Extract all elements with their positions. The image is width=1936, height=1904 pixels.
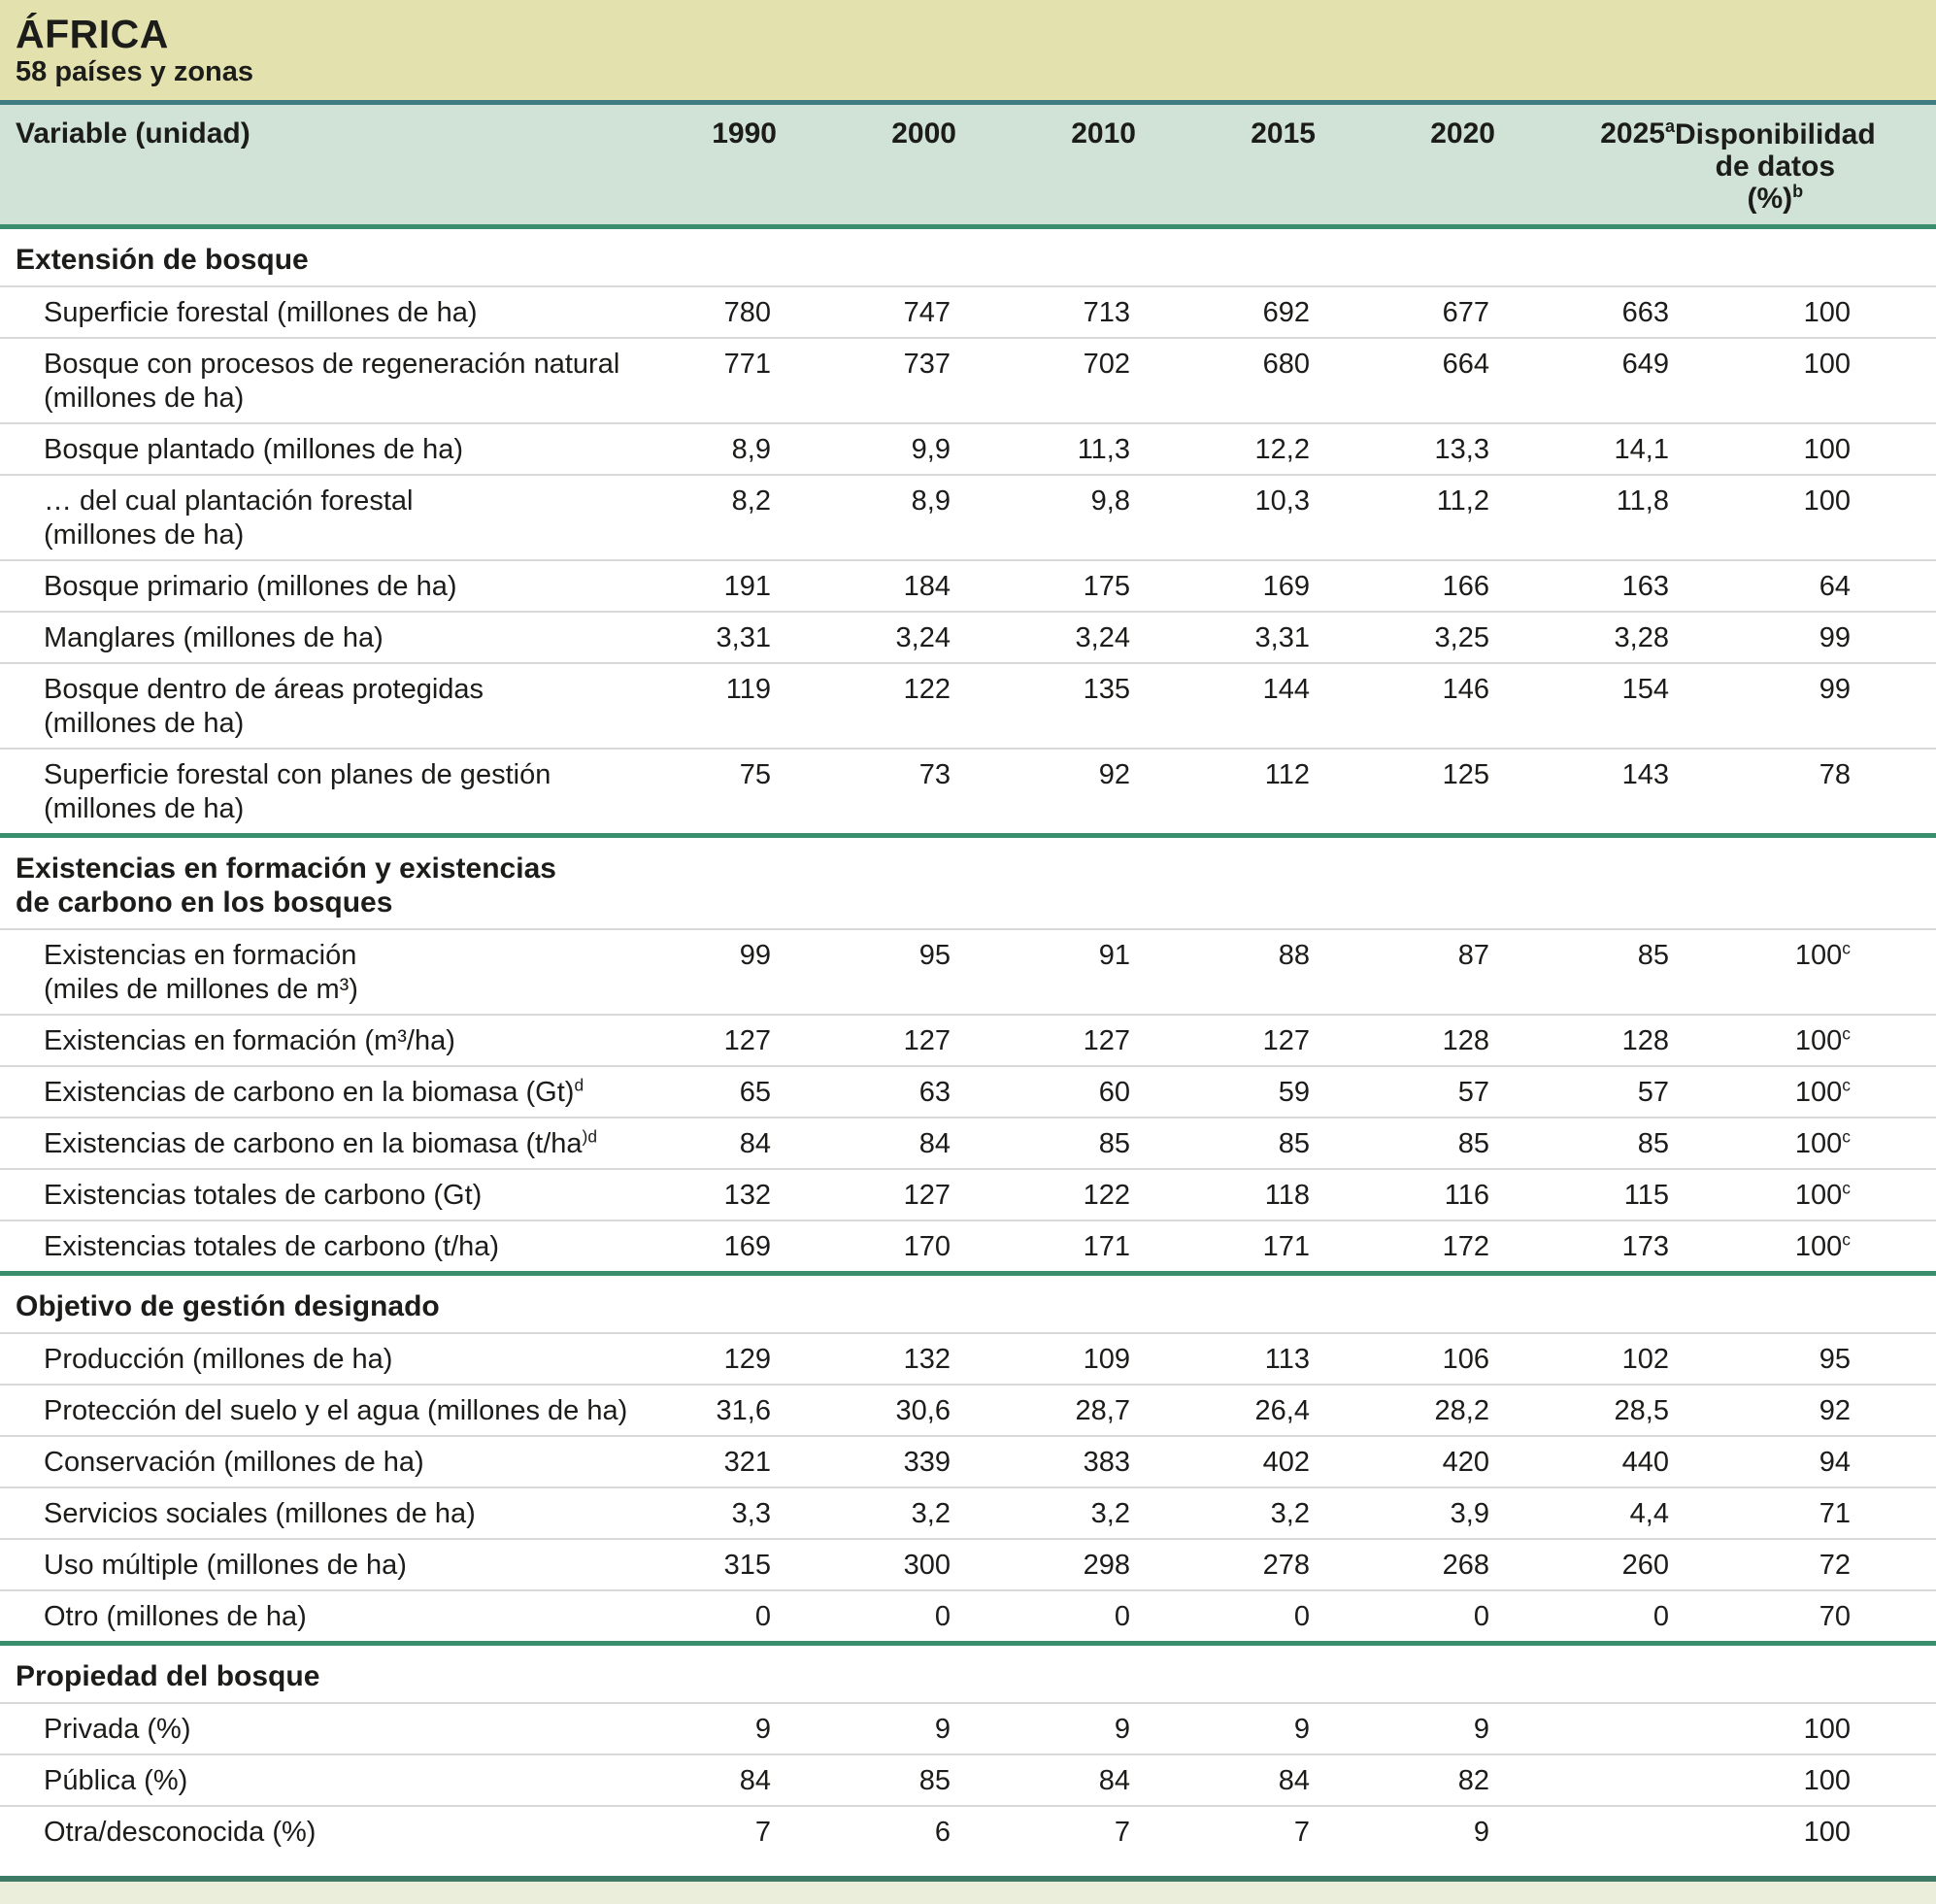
year-column-header: 2025$^a$ <box>1495 105 1675 227</box>
variable-label-cell: … del cual plantación forestal (millones de ha) <box>0 475 641 560</box>
section-header-row <box>0 1274 1936 1334</box>
variable-label-cell: Otra/desconocida (%) <box>0 1806 641 1876</box>
value-cell: 4,4 <box>1495 1487 1675 1539</box>
value-cell: 127 <box>777 1169 956 1220</box>
variable-label-cell: Producción (millones de ha) <box>0 1333 641 1385</box>
value-cell: 300 <box>777 1539 956 1590</box>
value-cell: 7 <box>1136 1806 1316 1876</box>
value-cell: 383 <box>956 1436 1136 1487</box>
value-cell: 171 <box>956 1220 1136 1274</box>
value-cell: 0 <box>956 1590 1136 1644</box>
availability-cell: 99 <box>1675 663 1936 749</box>
value-cell: 75 <box>641 749 777 836</box>
variable-label-cell: Uso múltiple (millones de ha) <box>0 1539 641 1590</box>
value-cell: 60 <box>956 1066 1136 1118</box>
value-cell: 127 <box>777 1015 956 1066</box>
value-cell: 85 <box>956 1118 1136 1169</box>
availability-cell: 100 <box>1675 286 1936 338</box>
availability-cell: 100$^c$ <box>1675 1169 1936 1220</box>
value-cell: 0 <box>777 1590 956 1644</box>
availability-cell: 70 <box>1675 1590 1936 1644</box>
availability-cell: 100$^c$ <box>1675 1015 1936 1066</box>
availability-column-header <box>1675 105 1936 227</box>
section-header-row <box>0 227 1936 287</box>
value-cell: 132 <box>641 1169 777 1220</box>
value-cell: 278 <box>1136 1539 1316 1590</box>
table-row <box>0 338 1936 423</box>
value-cell: 9,8 <box>956 475 1136 560</box>
value-cell: 85 <box>1495 1118 1675 1169</box>
value-cell: 84 <box>956 1754 1136 1806</box>
value-cell: 143 <box>1495 749 1675 836</box>
value-cell: 169 <box>1136 560 1316 612</box>
availability-cell: 72 <box>1675 1539 1936 1590</box>
value-cell: 28,2 <box>1316 1385 1495 1436</box>
value-cell: 12,2 <box>1136 423 1316 475</box>
value-cell: 3,24 <box>777 612 956 663</box>
variable-label-cell: Bosque primario (millones de ha) <box>0 560 641 612</box>
value-cell: 11,2 <box>1316 475 1495 560</box>
value-cell: 163 <box>1495 560 1675 612</box>
value-cell: 173 <box>1495 1220 1675 1274</box>
value-cell: 3,25 <box>1316 612 1495 663</box>
value-cell: 170 <box>777 1220 956 1274</box>
value-cell: 3,2 <box>956 1487 1136 1539</box>
value-cell: 11,3 <box>956 423 1136 475</box>
availability-cell: 100 <box>1675 475 1936 560</box>
value-cell: 129 <box>641 1333 777 1385</box>
availability-cell: 92 <box>1675 1385 1936 1436</box>
value-cell: 7 <box>641 1806 777 1876</box>
value-cell: 84 <box>1136 1754 1316 1806</box>
value-cell: 11,8 <box>1495 475 1675 560</box>
value-cell: 109 <box>956 1333 1136 1385</box>
availability-cell: 99 <box>1675 612 1936 663</box>
value-cell: 6 <box>777 1806 956 1876</box>
table-row <box>0 1169 1936 1220</box>
section-header-row <box>0 836 1936 930</box>
value-cell: 7 <box>956 1806 1136 1876</box>
availability-cell: 100 <box>1675 1806 1936 1876</box>
value-cell: 166 <box>1316 560 1495 612</box>
variable-label-cell: Existencias en formación (m³/ha) <box>0 1015 641 1066</box>
value-cell: 144 <box>1136 663 1316 749</box>
value-cell: 175 <box>956 560 1136 612</box>
value-cell: 8,9 <box>641 423 777 475</box>
value-cell: 135 <box>956 663 1136 749</box>
variable-label-cell: Bosque dentro de áreas protegidas (millones de ha) <box>0 663 641 749</box>
value-cell: 63 <box>777 1066 956 1118</box>
variable-label-cell: Existencias totales de carbono (t/ha) <box>0 1220 641 1274</box>
value-cell: 3,31 <box>641 612 777 663</box>
value-cell: 10,3 <box>1136 475 1316 560</box>
table-row <box>0 663 1936 749</box>
value-cell: 146 <box>1316 663 1495 749</box>
value-cell: 8,2 <box>641 475 777 560</box>
table-row <box>0 749 1936 836</box>
value-cell: 771 <box>641 338 777 423</box>
value-cell: 118 <box>1136 1169 1316 1220</box>
value-cell: 0 <box>641 1590 777 1644</box>
value-cell: 8,9 <box>777 475 956 560</box>
variable-label-cell: Bosque plantado (millones de ha) <box>0 423 641 475</box>
value-cell: 132 <box>777 1333 956 1385</box>
table-row <box>0 1703 1936 1754</box>
value-cell: 102 <box>1495 1333 1675 1385</box>
value-cell: 26,4 <box>1136 1385 1316 1436</box>
value-cell: 31,6 <box>641 1385 777 1436</box>
value-cell: 112 <box>1136 749 1316 836</box>
availability-column-header-text: Disponibilidad de datos (%)$^b$ <box>1675 118 1876 215</box>
variable-label-cell: Pública (%) <box>0 1754 641 1806</box>
value-cell: 680 <box>1136 338 1316 423</box>
value-cell: 677 <box>1316 286 1495 338</box>
value-cell: 127 <box>1136 1015 1316 1066</box>
value-cell: 3,2 <box>777 1487 956 1539</box>
section-header-row <box>0 1644 1936 1704</box>
value-cell: 113 <box>1136 1333 1316 1385</box>
value-cell: 57 <box>1316 1066 1495 1118</box>
value-cell: 172 <box>1316 1220 1495 1274</box>
value-cell: 127 <box>956 1015 1136 1066</box>
forest-statistics-table <box>0 105 1936 1876</box>
page-title: ÁFRICA <box>16 12 169 56</box>
value-cell: 692 <box>1136 286 1316 338</box>
variable-label-cell: Existencias de carbono en la biomasa $(Gt)^d$ <box>0 1066 641 1118</box>
value-cell: 737 <box>777 338 956 423</box>
value-cell: 122 <box>777 663 956 749</box>
table-row <box>0 1806 1936 1876</box>
value-cell: 649 <box>1495 338 1675 423</box>
value-cell: 73 <box>777 749 956 836</box>
page-subtitle: 58 países y zonas <box>16 56 254 87</box>
table-row <box>0 475 1936 560</box>
value-cell: 119 <box>641 663 777 749</box>
value-cell: 95 <box>777 929 956 1015</box>
table-row <box>0 286 1936 338</box>
value-cell: 3,3 <box>641 1487 777 1539</box>
value-cell: 82 <box>1316 1754 1495 1806</box>
value-cell: 9 <box>641 1703 777 1754</box>
value-cell: 260 <box>1495 1539 1675 1590</box>
table-row <box>0 1487 1936 1539</box>
availability-cell: 100$^c$ <box>1675 1066 1936 1118</box>
table-row <box>0 1754 1936 1806</box>
value-cell: 30,6 <box>777 1385 956 1436</box>
column-header-row <box>0 105 1936 227</box>
value-cell: 3,9 <box>1316 1487 1495 1539</box>
value-cell: 420 <box>1316 1436 1495 1487</box>
value-cell: 92 <box>956 749 1136 836</box>
value-cell: 122 <box>956 1169 1136 1220</box>
value-cell: 3,28 <box>1495 612 1675 663</box>
section-title: Propiedad del bosque <box>0 1644 1936 1704</box>
availability-cell: 95 <box>1675 1333 1936 1385</box>
table-row <box>0 1436 1936 1487</box>
value-cell: 88 <box>1136 929 1316 1015</box>
table-row <box>0 1333 1936 1385</box>
value-cell: 171 <box>1136 1220 1316 1274</box>
value-cell: 3,2 <box>1136 1487 1316 1539</box>
value-cell: 28,5 <box>1495 1385 1675 1436</box>
variable-label-cell: Otro (millones de ha) <box>0 1590 641 1644</box>
bottom-band <box>0 1882 1936 1904</box>
value-cell: 9 <box>956 1703 1136 1754</box>
value-cell: 115 <box>1495 1169 1675 1220</box>
variable-label-cell: Protección del suelo y el agua (millones de ha) <box>0 1385 641 1436</box>
value-cell: 116 <box>1316 1169 1495 1220</box>
value-cell: 9 <box>1316 1806 1495 1876</box>
availability-cell: 64 <box>1675 560 1936 612</box>
value-cell: 339 <box>777 1436 956 1487</box>
variable-label-cell: Servicios sociales (millones de ha) <box>0 1487 641 1539</box>
variable-column-header: Variable (unidad) <box>0 105 641 227</box>
value-cell: 28,7 <box>956 1385 1136 1436</box>
value-cell: 9 <box>1136 1703 1316 1754</box>
value-cell: 84 <box>641 1118 777 1169</box>
value-cell <box>1495 1754 1675 1806</box>
value-cell: 127 <box>641 1015 777 1066</box>
variable-label-cell: Superficie forestal (millones de ha) <box>0 286 641 338</box>
availability-cell: 100$^c$ <box>1675 1220 1936 1274</box>
value-cell: 9,9 <box>777 423 956 475</box>
variable-label-cell: Existencias de carbono en la biomasa ($t/ha^{)d}$ <box>0 1118 641 1169</box>
value-cell: 9 <box>777 1703 956 1754</box>
value-cell: 169 <box>641 1220 777 1274</box>
availability-cell: 100 <box>1675 423 1936 475</box>
variable-label-cell: Conservación (millones de ha) <box>0 1436 641 1487</box>
value-cell: 85 <box>1136 1118 1316 1169</box>
variable-label-cell: Bosque con procesos de regeneración natural (millones de ha) <box>0 338 641 423</box>
availability-cell: 100 <box>1675 338 1936 423</box>
value-cell: 128 <box>1495 1015 1675 1066</box>
value-cell: 713 <box>956 286 1136 338</box>
value-cell: 13,3 <box>1316 423 1495 475</box>
value-cell: 0 <box>1495 1590 1675 1644</box>
value-cell <box>1495 1806 1675 1876</box>
value-cell: 84 <box>777 1118 956 1169</box>
table-row <box>0 929 1936 1015</box>
value-cell: 85 <box>777 1754 956 1806</box>
table-row <box>0 1066 1936 1118</box>
value-cell: 3,31 <box>1136 612 1316 663</box>
year-column-header: 1990 <box>641 105 777 227</box>
availability-cell: 100$^c$ <box>1675 929 1936 1015</box>
value-cell: 664 <box>1316 338 1495 423</box>
value-cell: 9 <box>1316 1703 1495 1754</box>
value-cell: 780 <box>641 286 777 338</box>
year-column-header: 2015 <box>1136 105 1316 227</box>
table-row <box>0 1590 1936 1644</box>
section-title: Existencias en formación y existencias de carbono en los bosques <box>0 836 1936 930</box>
value-cell: 402 <box>1136 1436 1316 1487</box>
region-title-band <box>0 0 1936 105</box>
table-row <box>0 560 1936 612</box>
availability-cell: 100$^c$ <box>1675 1118 1936 1169</box>
value-cell: 663 <box>1495 286 1675 338</box>
value-cell: 298 <box>956 1539 1136 1590</box>
value-cell: 106 <box>1316 1333 1495 1385</box>
value-cell: 440 <box>1495 1436 1675 1487</box>
value-cell: 57 <box>1495 1066 1675 1118</box>
table-row <box>0 612 1936 663</box>
value-cell: 91 <box>956 929 1136 1015</box>
variable-label-cell: Privada (%) <box>0 1703 641 1754</box>
table-row <box>0 423 1936 475</box>
availability-cell: 100 <box>1675 1703 1936 1754</box>
table-row <box>0 1385 1936 1436</box>
value-cell: 99 <box>641 929 777 1015</box>
availability-cell: 94 <box>1675 1436 1936 1487</box>
table-row <box>0 1015 1936 1066</box>
value-cell: 268 <box>1316 1539 1495 1590</box>
value-cell: 85 <box>1495 929 1675 1015</box>
table-row <box>0 1539 1936 1590</box>
value-cell: 315 <box>641 1539 777 1590</box>
year-column-header: 2000 <box>777 105 956 227</box>
year-column-header: 2020 <box>1316 105 1495 227</box>
variable-label-cell: Existencias totales de carbono (Gt) <box>0 1169 641 1220</box>
availability-cell: 78 <box>1675 749 1936 836</box>
value-cell: 0 <box>1316 1590 1495 1644</box>
value-cell: 125 <box>1316 749 1495 836</box>
table-row <box>0 1220 1936 1274</box>
variable-label-cell: Manglares (millones de ha) <box>0 612 641 663</box>
value-cell: 14,1 <box>1495 423 1675 475</box>
value-cell: 191 <box>641 560 777 612</box>
value-cell: 154 <box>1495 663 1675 749</box>
table-row <box>0 1118 1936 1169</box>
variable-label-cell: Existencias en formación (miles de millones de m³) <box>0 929 641 1015</box>
section-title: Extensión de bosque <box>0 227 1936 287</box>
variable-label-cell: Superficie forestal con planes de gestión (millones de ha) <box>0 749 641 836</box>
value-cell: 321 <box>641 1436 777 1487</box>
value-cell: 184 <box>777 560 956 612</box>
value-cell <box>1495 1703 1675 1754</box>
value-cell: 65 <box>641 1066 777 1118</box>
value-cell: 702 <box>956 338 1136 423</box>
value-cell: 87 <box>1316 929 1495 1015</box>
availability-cell: 100 <box>1675 1754 1936 1806</box>
section-title: Objetivo de gestión designado <box>0 1274 1936 1334</box>
value-cell: 59 <box>1136 1066 1316 1118</box>
year-column-header: 2010 <box>956 105 1136 227</box>
value-cell: 3,24 <box>956 612 1136 663</box>
availability-cell: 71 <box>1675 1487 1936 1539</box>
value-cell: 128 <box>1316 1015 1495 1066</box>
value-cell: 84 <box>641 1754 777 1806</box>
value-cell: 747 <box>777 286 956 338</box>
value-cell: 0 <box>1136 1590 1316 1644</box>
value-cell: 85 <box>1316 1118 1495 1169</box>
